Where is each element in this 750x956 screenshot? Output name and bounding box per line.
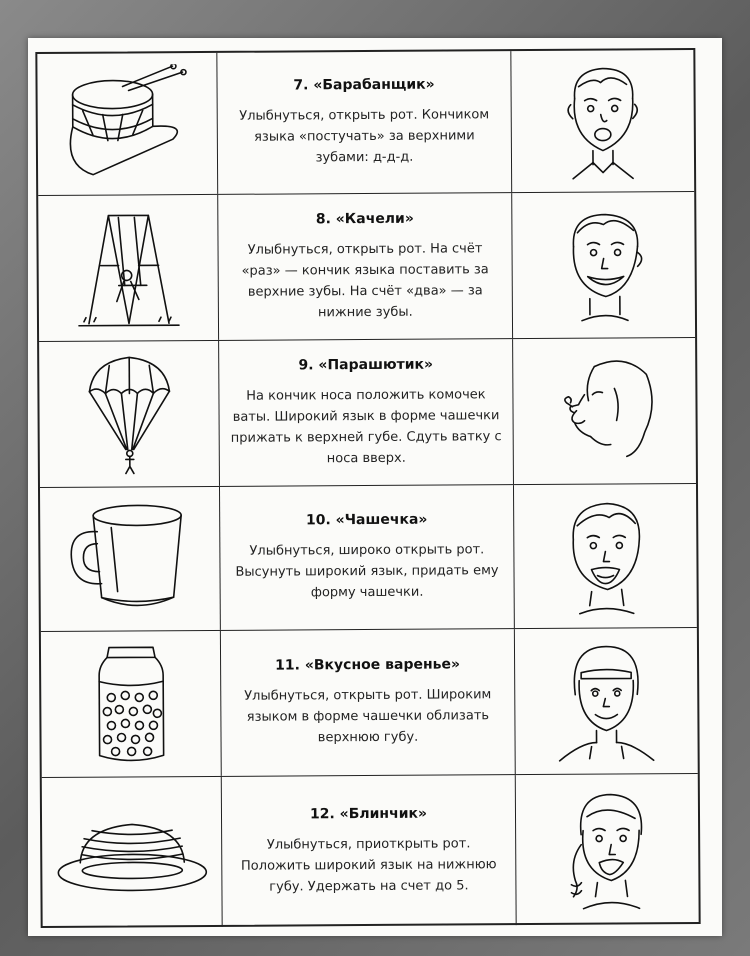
exercise-picture-cell (39, 341, 220, 487)
exercise-picture-cell (37, 53, 218, 195)
exercise-title: 10. «Чашечка» (305, 511, 428, 529)
exercise-table (35, 48, 700, 928)
girl-face-pigtails (557, 784, 658, 915)
girl-face-front (551, 638, 662, 764)
exercise-picture-cell (41, 631, 222, 777)
exercise-text-cell (222, 775, 517, 927)
exercise-face-cell (513, 338, 696, 484)
exercise-description: На кончик носа положить комочек ваты. Широкий язык в форме чашечки прижать к верхней губе. Сдуть ватку с носа вверх. (230, 386, 502, 466)
boy-face-side (553, 202, 654, 328)
exercise-title: 7. «Барабанщик» (293, 76, 435, 94)
exercise-title: 11. «Вкусное варенье» (275, 656, 461, 674)
exercise-description: Улыбнуться, открыть рот. Широким языком в форме чашечки облизать верхнюю губу. (244, 687, 492, 746)
exercise-text-cell (221, 629, 516, 776)
exercise-title: 12. «Блинчик» (309, 805, 428, 822)
exercise-row-7 (37, 50, 694, 196)
exercise-face-cell (514, 484, 697, 628)
parachute-icon (79, 351, 180, 477)
exercise-face-cell (512, 192, 695, 338)
girl-face-blowing (554, 348, 655, 474)
drum-icon (62, 64, 193, 185)
exercise-row-8 (38, 192, 695, 342)
boy-face-tongue (555, 493, 656, 619)
exercise-row-10 (40, 484, 697, 632)
pancakes-icon (51, 802, 212, 903)
exercise-row-12 (42, 774, 699, 928)
exercise-row-9 (39, 338, 696, 488)
exercise-description: Улыбнуться, приоткрыть рот. Положить широкий язык на нижнюю губу. Удержать на счет до 5. (240, 835, 497, 895)
exercise-face-cell (515, 628, 698, 774)
worksheet-page (28, 38, 722, 936)
boy-face-open-mouth (552, 58, 653, 184)
swing-icon (68, 205, 189, 331)
exercise-face-cell (511, 50, 694, 192)
exercise-picture-cell (40, 487, 221, 631)
exercise-title: 8. «Качели» (315, 210, 414, 227)
exercise-description: Улыбнуться, открыть рот. На счёт «раз» — кончик языка поставить за верхние зубы. На счёт «два» — за нижние зубы. (241, 240, 489, 320)
jam-jar-icon (80, 641, 181, 767)
exercise-description: Улыбнуться, открыть рот. Кончиком языка «постучать» за верхними зубами: д-д-д. (239, 107, 490, 166)
exercise-text-cell (220, 485, 515, 630)
exercise-text-cell (217, 51, 512, 194)
exercise-face-cell (516, 774, 699, 925)
exercise-description: Улыбнуться, широко открыть рот. Высунуть широкий язык, придать ему форму чашечки. (235, 542, 499, 601)
exercise-row-11 (41, 628, 698, 778)
exercise-picture-cell (38, 195, 219, 341)
exercise-title: 9. «Парашютик» (298, 356, 434, 373)
cup-icon (65, 501, 196, 617)
exercise-text-cell (219, 339, 514, 486)
exercise-picture-cell (42, 777, 223, 928)
exercise-text-cell (218, 193, 513, 340)
